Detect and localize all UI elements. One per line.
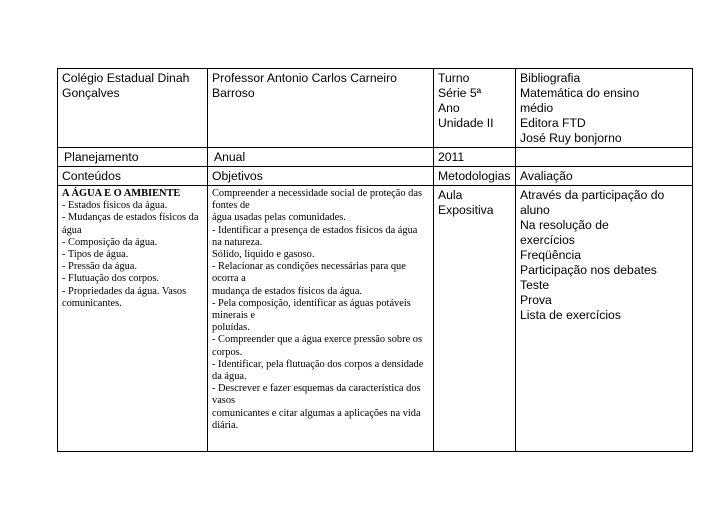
planning-year: 2011: [434, 148, 516, 167]
column-header-row: [58, 167, 693, 186]
content-row: [58, 186, 693, 452]
objectives-header: Objetivos: [208, 167, 434, 186]
school-cell: Colégio Estadual Dinah Gonçalves: [58, 69, 208, 148]
objectives-cell: Compreender a necessidade social de proteção das fontes de água usadas pelas comunidades. - Identificar a presença de estados físicos da água na natureza. Sólido, líquido e gasoso. - Relacionar as condições necessárias para que ocorra a mudança de estados físicos da água. - Pela composição, identificar as águas potáveis minerais e poluídas. - Compreender que a água exerce pressão sobre os corpos. - Identificar, pela flutuação dos corpos a densidade da água. - Descrever e fazer esquemas da característica dos vasos comunicantes e citar algumas a aplicações na vida diária.: [208, 186, 434, 452]
planning-row: [58, 148, 693, 167]
contents-cell: [58, 186, 208, 452]
contents-header: Conteúdos: [58, 167, 208, 186]
bibliography-cell: Bibliografia Matemática do ensino médio Editora FTD José Ruy bonjorno: [516, 69, 693, 148]
teacher-cell: Professor Antonio Carlos Carneiro Barroso: [208, 69, 434, 148]
planning-label: Planejamento: [58, 148, 208, 167]
lesson-plan-table: [57, 68, 693, 452]
header-row: [58, 69, 693, 148]
planning-empty: [516, 148, 693, 167]
evaluation-cell: Através da participação do aluno Na resolução de exercícios Freqüência Participação nos debates Teste Prova Lista de exercícios: [516, 186, 693, 452]
shift-cell: Turno Série 5ª Ano Unidade II: [434, 69, 516, 148]
methodologies-cell: Aula Expositiva: [434, 186, 516, 452]
contents-items: - Estados físicos da água. - Mudanças de estados físicos da água - Composição da água. - Tipos de água. - Pressão da água. - Flutuação dos corpos. - Propriedades da água. Vasos comunicantes.: [62, 200, 199, 309]
methodologies-header: Metodologias: [434, 167, 516, 186]
contents-title: A ÁGUA E O AMBIENTE: [62, 188, 181, 199]
planning-period: Anual: [208, 148, 434, 167]
evaluation-header: Avaliação: [516, 167, 693, 186]
